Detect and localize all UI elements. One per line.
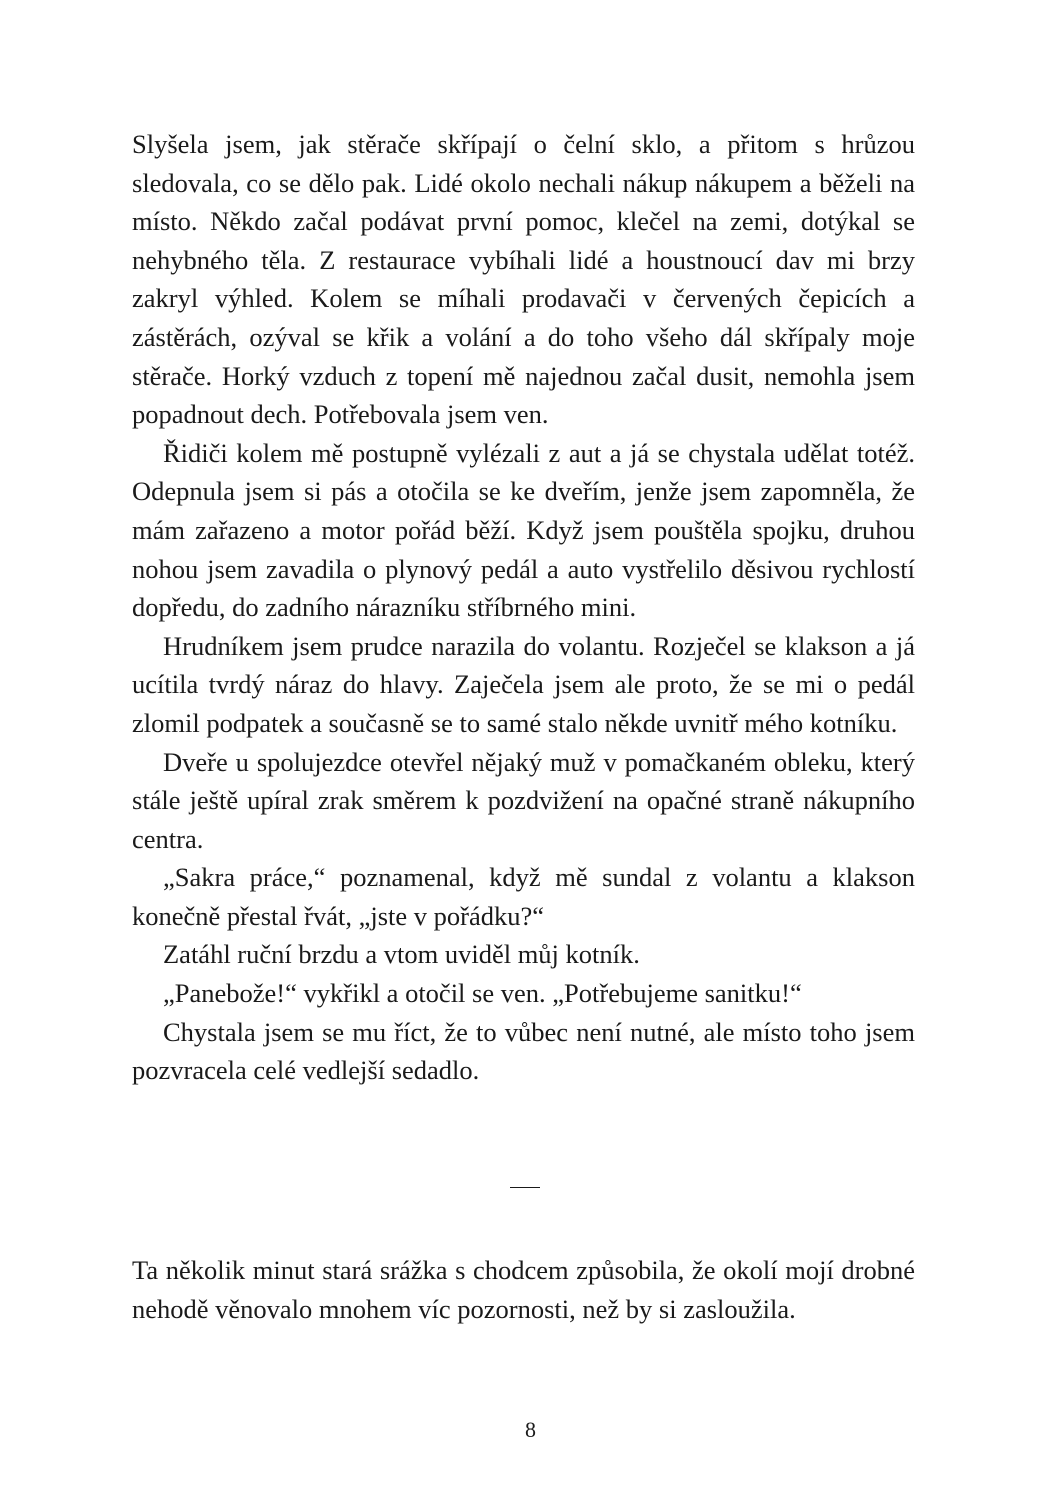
paragraph-after-break: Ta několik minut stará srážka s chodcem způsobila, že okolí mojí drobné nehodě věnovalo mnohem víc pozornosti, než by si zasloužila. — [132, 1255, 915, 1324]
paragraph-passenger-door: Dveře u spolujezdce otevřel nějaký muž v pomačkaném obleku, který stále ještě upíral zrak směrem k pozdvižení na opačné straně nákupního centra. — [132, 746, 915, 854]
section-break-dash — [510, 1187, 540, 1188]
paragraph-handbrake: Zatáhl ruční brzdu a vtom uviděl můj kotník. — [163, 939, 640, 970]
paragraph-dialogue-paneboze: „Panebože!“ vykřikl a otočil se ven. „Potřebujeme sanitku!“ — [163, 978, 802, 1009]
paragraph-drivers: Řidiči kolem mě postupně vylézali z aut a já se chystala udělat totéž. Odepnula jsem si pás a otočila se ke dveřím, jenže jsem zapomněla, že mám zařazeno a motor pořád běží. Když jsem pouštěla spojku, druhou nohou jsem zavadila o plynový pedál a auto vystřelilo děsivou rychlostí dopředu, do zadního nárazníku stříbrného mini. — [132, 437, 915, 623]
paragraph-opening: Slyšela jsem, jak stěrače skřípají o čelní sklo, a přitom s hrůzou sledovala, co se dělo pak. Lidé okolo nechali nákup nákupem a běželi na místo. Někdo začal podávat první pomoc, klečel na zemi, dotýkal se nehybného těla. Z restaurace vybíhali lidé a houstnoucí dav mi brzy zakryl výhled. Kolem se míhali prodavači v červených čepicích a zástěrách, ozýval se křik a volání a do toho všeho dál skřípaly moje stěrače. Horký vzduch z topení mě najednou začal dusit, nemohla jsem popadnout dech. Potřebovala jsem ven. — [132, 129, 915, 430]
paragraph-dialogue-sakra: „Sakra práce,“ poznamenal, když mě sundal z volantu a klakson konečně přestal řvát, „jste v pořádku?“ — [132, 862, 915, 931]
paragraph-closing: Chystala jsem se mu říct, že to vůbec není nutné, ale místo toho jsem pozvracela celé vedlejší sedadlo. — [132, 1016, 915, 1086]
main-text-block — [132, 125, 915, 1090]
page-number: 8 — [525, 1417, 536, 1442]
paragraph-steering-wheel: Hrudníkem jsem prudce narazila do volantu. Rozječel se klakson a já ucítila tvrdý náraz do hlavy. Zaječela jsem ale proto, že se mi o pedál zlomil podpatek a současně se to samé stalo někde uvnitř mého kotníku. — [132, 630, 915, 738]
after-break-text-block — [132, 1251, 915, 1328]
